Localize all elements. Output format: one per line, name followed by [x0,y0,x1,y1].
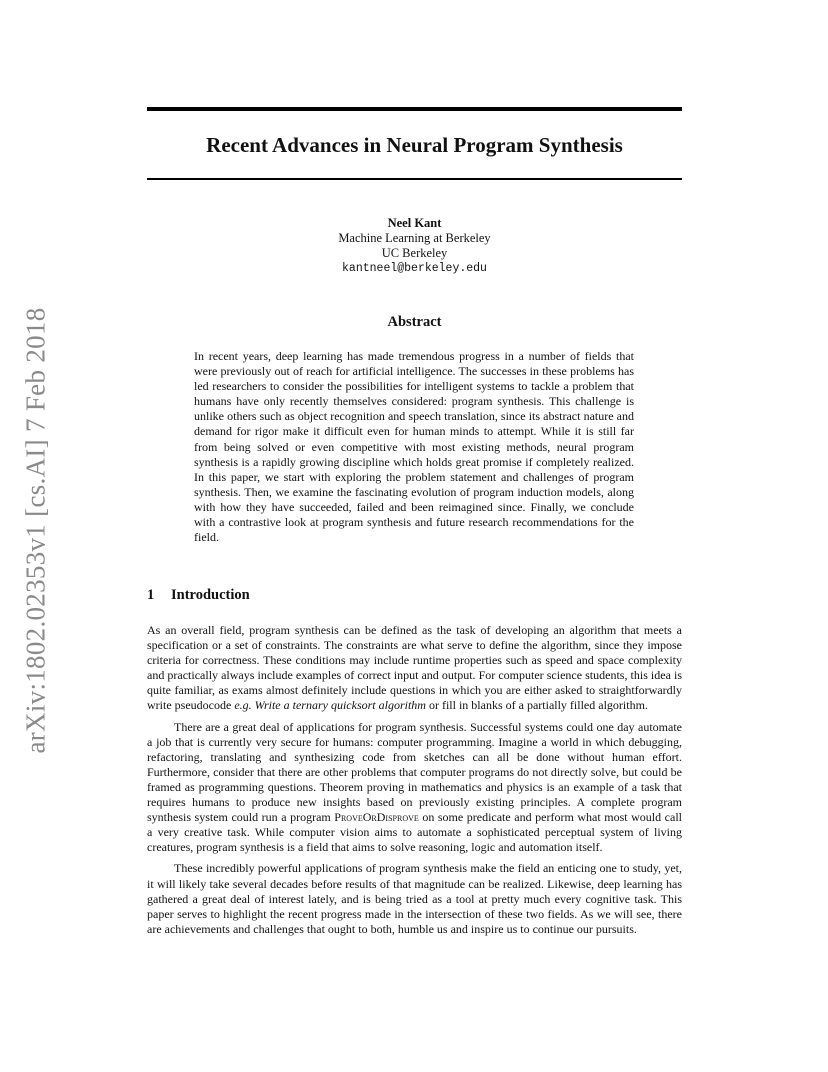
introduction-body [147,623,682,943]
section-title: Introduction [171,587,250,603]
paragraph-2-text: There are a great deal of applications for program synthesis. Successful systems could one day automate a job that is currently very secure for humans: computer programming. Imagine a world in which debugging, refactoring, translating and synthesizing code from sketches can all be done without human effort. Furthermore, consider that there are other problems that computer programs do not directly solve, but could be framed as programming questions. Theorem proving in mathematics and physics is an example of a task that requires humans to produce new insights based on previously existing principles. A complete program synthesis system could run a program [147,719,682,825]
paragraph-1-tail: or fill in blanks of a partially filled algorithm. [425,698,648,713]
paragraph-2 [147,720,682,856]
title-top-rule [147,107,682,111]
abstract-text: In recent years, deep learning has made tremendous progress in a number of fields that were previously out of reach for artificial intelligence. The successes in these problems has led researchers to consider the possibilities for intelligent systems to tackle a problem that humans have only recently themselves considered: program synthesis. This challenge is unlike others such as object recognition and speech translation, since its abstract nature and demand for rigor make it difficult even for human minds to attempt. While it is still far from being solved or even competitive with most existing methods, neural program synthesis is a rapidly growing discipline which holds great promise if completely realized. In this paper, we start with exploring the problem statement and challenges of program synthesis. Then, we examine the fascinating evolution of program induction models, along with how they have succeeded, failed and been reimagined since. Finally, we conclude with a contrastive look at program synthesis and future research recommendations for the field. [194,349,634,545]
author-affiliation-1: Machine Learning at Berkeley [338,231,491,245]
section-heading [147,587,682,604]
section-number: 1 [147,587,155,603]
paragraph-1 [147,623,682,714]
arxiv-sidebar-stamp [16,300,56,760]
paragraph-1-text: As an overall field, program synthesis can be defined as the task of developing an algorithm that meets a specification or a set of constraints. The constraints are what serve to define the algorithm, since they impose criteria for correctness. These conditions may include runtime properties such as speed and space complexity and practically always include examples of correct input and output. For computer science students, this idea is quite familiar, as exams almost definitely include questions in which you are either asked to straightforwardly write pseudocode [147,623,682,713]
paper-title: Recent Advances in Neural Program Synthesis [206,133,623,157]
author-block [147,216,682,276]
author-email: kantneel@berkeley.edu [342,262,487,275]
paragraph-2-tail: on some predicate and perform what most would call a very creative task. While computer vision aims to automate a sophisticated perceptual system of living creatures, program synthesis is a field that aims to solve reasoning, logic and automation itself. [147,810,682,855]
paragraph-1-italic: e.g. Write a ternary quicksort algorithm [234,698,426,713]
arxiv-identifier: arXiv:1802.02353v1 [cs.AI] 7 Feb 2018 [20,306,51,754]
author-name: Neel Kant [387,216,442,230]
paragraph-3: These incredibly powerful applications of program synthesis make the field an enticing one to study, yet, it will likely take several decades before results of that magnitude can be realized. Likewise, deep learning has gathered a great deal of interest lately, and is being tried as a tool at pretty much every cognitive task. This paper serves to highlight the recent progress made in the intersection of these two fields. As we will see, there are achievements and challenges that ought to both, humble us and inspire us to continue our pursuits. [147,861,682,936]
author-affiliation-2: UC Berkeley [381,246,448,260]
abstract-heading: Abstract [387,314,442,330]
title-bottom-rule [147,178,682,180]
paragraph-2-smallcaps: ProveOrDisprove [334,810,419,825]
